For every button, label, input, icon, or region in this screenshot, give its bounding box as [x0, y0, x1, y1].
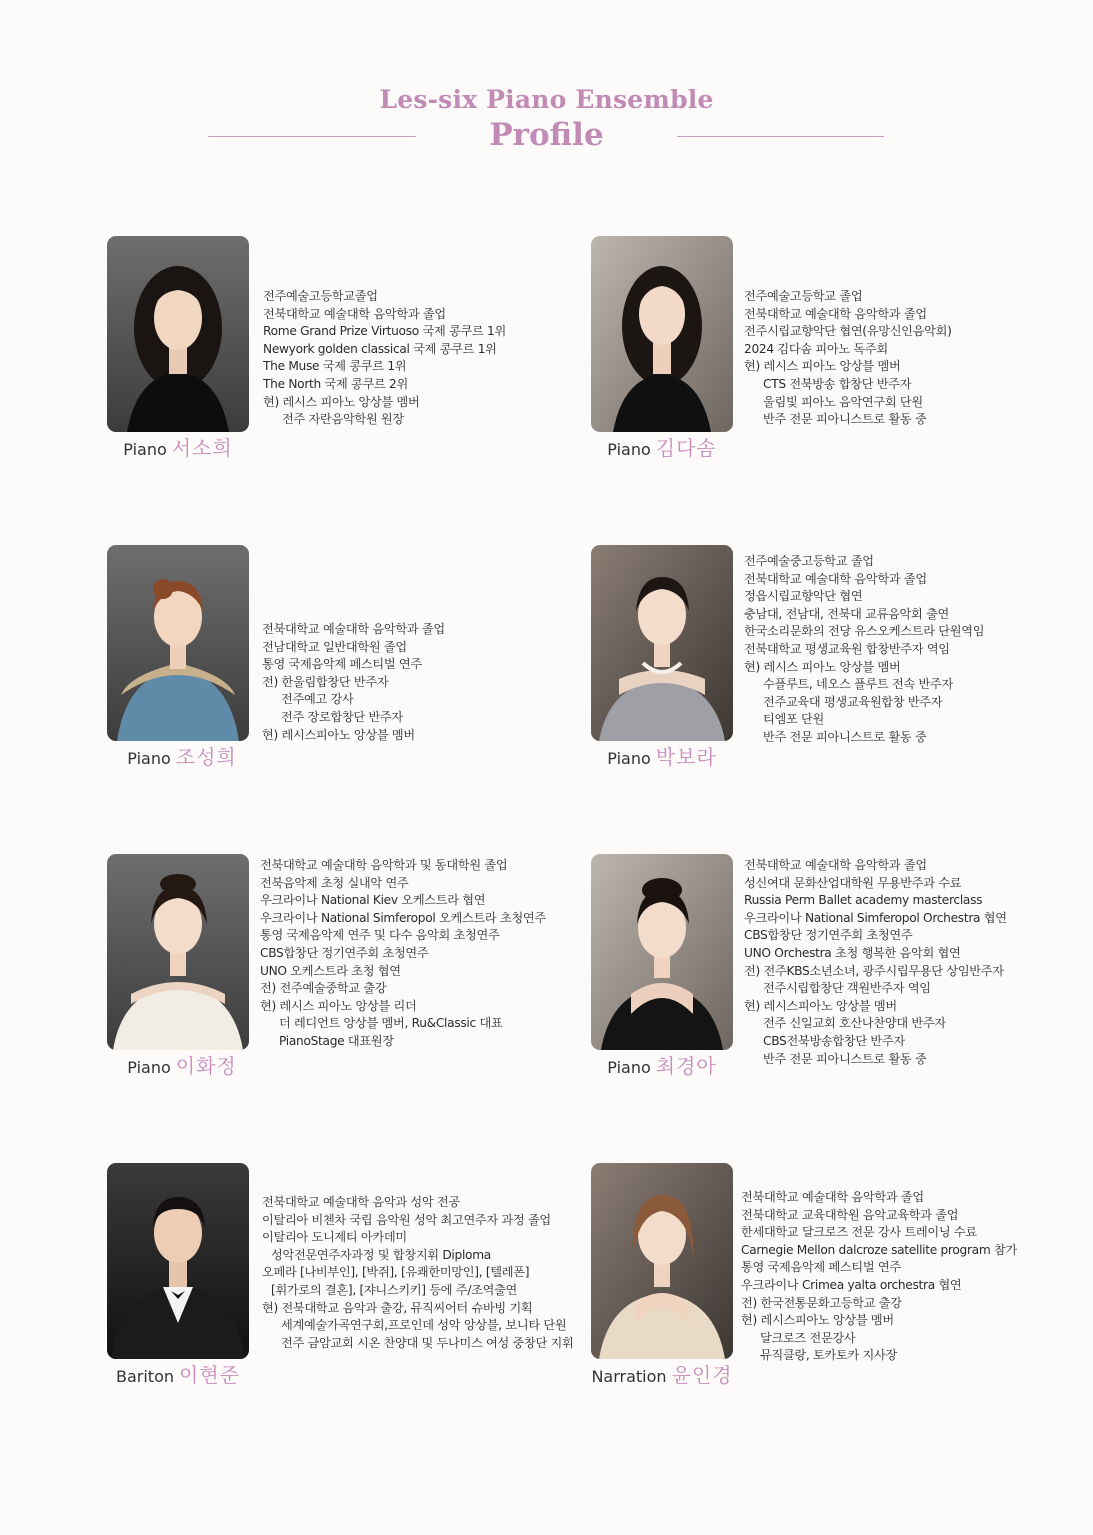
bio-line: 우크라이나 National Kiev 오케스트라 협연 — [260, 893, 486, 908]
bio-line: Newyork golden classical 국제 콩쿠르 1위 — [263, 341, 497, 356]
portrait-photo — [107, 236, 249, 432]
bio-line: 세계예술가곡연구회,프로인데 성악 앙상블, 보니타 단원 — [281, 1318, 567, 1333]
member-role: Piano — [127, 1058, 171, 1077]
member-bio — [263, 288, 506, 429]
bio-line: 반주 전문 피아니스트로 활동 중 — [763, 412, 927, 427]
bio-line: 전북대학교 교육대학원 음악교육학과 졸업 — [741, 1207, 959, 1222]
bio-line: 전북대학교 예술대학 음악학과 졸업 — [741, 1190, 924, 1204]
member-role: Piano — [127, 749, 171, 768]
bio-line: 현) 레시스피아노 앙상블 멤버 — [741, 1313, 894, 1328]
portrait-photo — [591, 1163, 733, 1359]
profile-title: Profile — [489, 117, 604, 153]
bio-line: 전주예술고등학교졸업 — [263, 289, 378, 303]
portrait-photo — [107, 1163, 249, 1359]
bio-line: PianoStage 대표원장 — [279, 1033, 394, 1048]
member-caption — [107, 1363, 249, 1389]
bio-line: The Muse 국제 콩쿠르 1위 — [263, 359, 407, 374]
member-bio — [262, 1194, 573, 1352]
member-bio — [260, 857, 546, 1051]
bio-line: 전주 자란음악학원 원장 — [282, 412, 404, 427]
member-name: 박보라 — [655, 745, 717, 769]
member-caption — [107, 745, 257, 771]
bio-line: 전주예고 강사 — [281, 692, 354, 707]
portrait-photo — [107, 854, 249, 1050]
bio-line: 통영 국제음악제 페스티벌 연주 — [741, 1260, 901, 1275]
bio-line: CTS 전북방송 합창단 반주자 — [763, 376, 912, 391]
bio-line: UNO Orchestra 초청 행복한 음악회 협연 — [744, 945, 961, 960]
member-role: Bariton — [116, 1367, 175, 1386]
bio-line: 한국소리문화의 전당 유스오케스트라 단원역임 — [744, 624, 985, 639]
member-name: 김다솜 — [655, 436, 717, 460]
bio-line: 이탈리아 비첸차 국립 음악원 성악 최고연주자 과정 졸업 — [262, 1212, 551, 1227]
bio-line: 전북대학교 예술대학 음악학과 졸업 — [744, 306, 927, 321]
bio-line: 전주 장로합창단 반주자 — [281, 709, 403, 724]
bio-line: UNO 오케스트라 초청 협연 — [260, 963, 401, 978]
bio-line: 전주예술고등학교 졸업 — [744, 289, 863, 303]
bio-line: Rome Grand Prize Virtuoso 국제 콩쿠르 1위 — [263, 324, 506, 339]
member-caption — [591, 436, 733, 462]
portrait-photo — [591, 236, 733, 432]
member-name: 최경아 — [655, 1054, 717, 1078]
bio-line: 2024 김다솜 피아노 독주회 — [744, 341, 888, 356]
bio-line: 전) 한국전통문화고등학교 출강 — [741, 1295, 902, 1310]
bio-line: 전주예술중고등학교 졸업 — [744, 554, 874, 568]
member-bio — [262, 621, 445, 744]
portrait-photo — [591, 545, 733, 741]
bio-line: 현) 레시스 피아노 앙상블 멤버 — [744, 659, 901, 674]
bio-line: 현) 레시스 피아노 앙상블 멤버 — [263, 394, 420, 409]
bio-line: 정읍시립교향악단 협연 — [744, 589, 863, 604]
bio-line: 더 레디언트 앙상블 멤버, Ru&Classic 대표 — [279, 1016, 503, 1031]
bio-line: 전주 신일교회 호산나찬양대 반주자 — [763, 1016, 946, 1031]
member-caption — [585, 1363, 739, 1389]
bio-line: 전북대학교 예술대학 음악학과 졸업 — [744, 858, 927, 872]
bio-line: 수플루트, 네오스 플루트 전속 반주자 — [763, 677, 953, 692]
bio-line: 통영 국제음악제 연주 및 다수 음악회 초청연주 — [260, 928, 500, 943]
member-bio — [744, 288, 952, 429]
bio-line: 우크라이나 Crimea yalta orchestra 협연 — [741, 1277, 962, 1292]
bio-line: 현) 레시스 피아노 앙상블 멤버 — [744, 359, 901, 374]
bio-line: 전북대학교 예술대학 음악학과 졸업 — [262, 622, 445, 636]
bio-line: 이탈리아 도니제티 아카데미 — [262, 1230, 407, 1245]
bio-line: 전북대학교 예술대학 음악학과 졸업 — [263, 306, 446, 321]
member-name: 윤인경 — [671, 1363, 733, 1387]
bio-line: 성악전문연주자과정 및 합창지휘 Diploma — [271, 1247, 491, 1262]
portrait-photo — [107, 545, 249, 741]
bio-line: 달크로즈 전문강사 — [760, 1330, 856, 1345]
bio-line: Russia Perm Ballet academy masterclass — [744, 893, 983, 908]
bio-line: [휘가로의 결혼], [쟈니스키키] 등에 주/조역출연 — [271, 1282, 518, 1297]
bio-line: 현) 레시스피아노 앙상블 멤버 — [744, 998, 897, 1013]
member-role: Narration — [591, 1367, 667, 1386]
bio-line: 전주 금암교회 시온 찬양대 및 두나미스 여성 중창단 지휘 — [281, 1335, 574, 1350]
page-header — [0, 84, 1093, 154]
bio-line: 티엠포 단원 — [763, 712, 824, 727]
member-name: 조성희 — [175, 745, 237, 769]
bio-line: 전) 전주KBS소년소녀, 광주시립무용단 상임반주자 — [744, 963, 1004, 978]
member-bio — [744, 857, 1007, 1068]
portrait-photo — [591, 854, 733, 1050]
title-rule-right — [677, 136, 884, 137]
bio-line: 충남대, 전남대, 전북대 교류음악회 출연 — [744, 606, 950, 621]
bio-line: Carnegie Mellon dalcroze satellite program 참가 — [741, 1242, 1017, 1257]
bio-line: 전북음악제 초청 실내악 연주 — [260, 875, 409, 890]
member-caption — [591, 1054, 733, 1080]
bio-line: 전북대학교 예술대학 음악학과 및 동대학원 졸업 — [260, 858, 508, 872]
member-role: Piano — [607, 440, 651, 459]
member-name: 서소희 — [171, 436, 233, 460]
bio-line: 전) 전주예술중학교 출강 — [260, 981, 387, 996]
bio-line: 오페라 [나비부인], [박쥐], [유쾌한미망인], [텔레폰] — [262, 1265, 530, 1280]
bio-line: 우크라이나 National Simferopol Orchestra 협연 — [744, 910, 1007, 925]
bio-line: CBS전북방송합창단 반주자 — [763, 1033, 905, 1048]
bio-line: 우크라이나 National Simferopol 오케스트라 초청연주 — [260, 910, 546, 925]
bio-line: The North 국제 콩쿠르 2위 — [263, 376, 408, 391]
member-name: 이현준 — [179, 1363, 240, 1387]
bio-line: 전주교육대 평생교육원합창 반주자 — [763, 694, 943, 709]
bio-line: 반주 전문 피아니스트로 활동 중 — [763, 1051, 927, 1066]
bio-line: 반주 전문 피아니스트로 활동 중 — [763, 729, 927, 744]
bio-line: 한세대학교 달크로즈 전문 강사 트레이닝 수료 — [741, 1225, 977, 1240]
bio-line: 울림빛 피아노 음악연구회 단원 — [763, 394, 923, 409]
title-rule-left — [208, 136, 416, 137]
member-caption — [591, 745, 733, 771]
member-role: Piano — [607, 749, 651, 768]
bio-line: 전북대학교 예술대학 음악과 성악 전공 — [262, 1195, 460, 1209]
bio-line: 전북대학교 예술대학 음악학과 졸업 — [744, 571, 927, 586]
member-caption — [107, 1054, 257, 1080]
member-bio — [741, 1189, 1017, 1365]
member-caption — [107, 436, 249, 462]
bio-line: 전) 한울림합창단 반주자 — [262, 674, 389, 689]
bio-line: 전북대학교 평생교육원 합창반주자 역임 — [744, 641, 950, 656]
ensemble-title: Les-six Piano Ensemble — [379, 85, 714, 114]
bio-line: 현) 레시스 피아노 앙상블 리더 — [260, 998, 417, 1013]
bio-line: CBS합창단 정기연주회 초청연주 — [260, 945, 429, 960]
bio-line: 현) 레시스피아노 앙상블 멤버 — [262, 727, 415, 742]
member-role: Piano — [123, 440, 167, 459]
bio-line: 전주시립합창단 객원반주자 역임 — [763, 981, 931, 996]
member-role: Piano — [607, 1058, 651, 1077]
bio-line: 전주시립교향악단 협연(유망신인음악회) — [744, 324, 952, 339]
member-bio — [744, 553, 984, 747]
member-name: 이화정 — [175, 1054, 237, 1078]
bio-line: CBS합창단 정기연주회 초청연주 — [744, 928, 913, 943]
bio-line: 성신여대 문화산업대학원 무용반주과 수료 — [744, 875, 962, 890]
bio-line: 뮤직클랑, 토카토카 지사장 — [760, 1348, 897, 1363]
bio-line: 전남대학교 일반대학원 졸업 — [262, 639, 407, 654]
bio-line: 통영 국제음악제 페스티벌 연주 — [262, 657, 422, 672]
bio-line: 현) 전북대학교 음악과 출강, 뮤직씨어터 슈바빙 기획 — [262, 1300, 533, 1315]
